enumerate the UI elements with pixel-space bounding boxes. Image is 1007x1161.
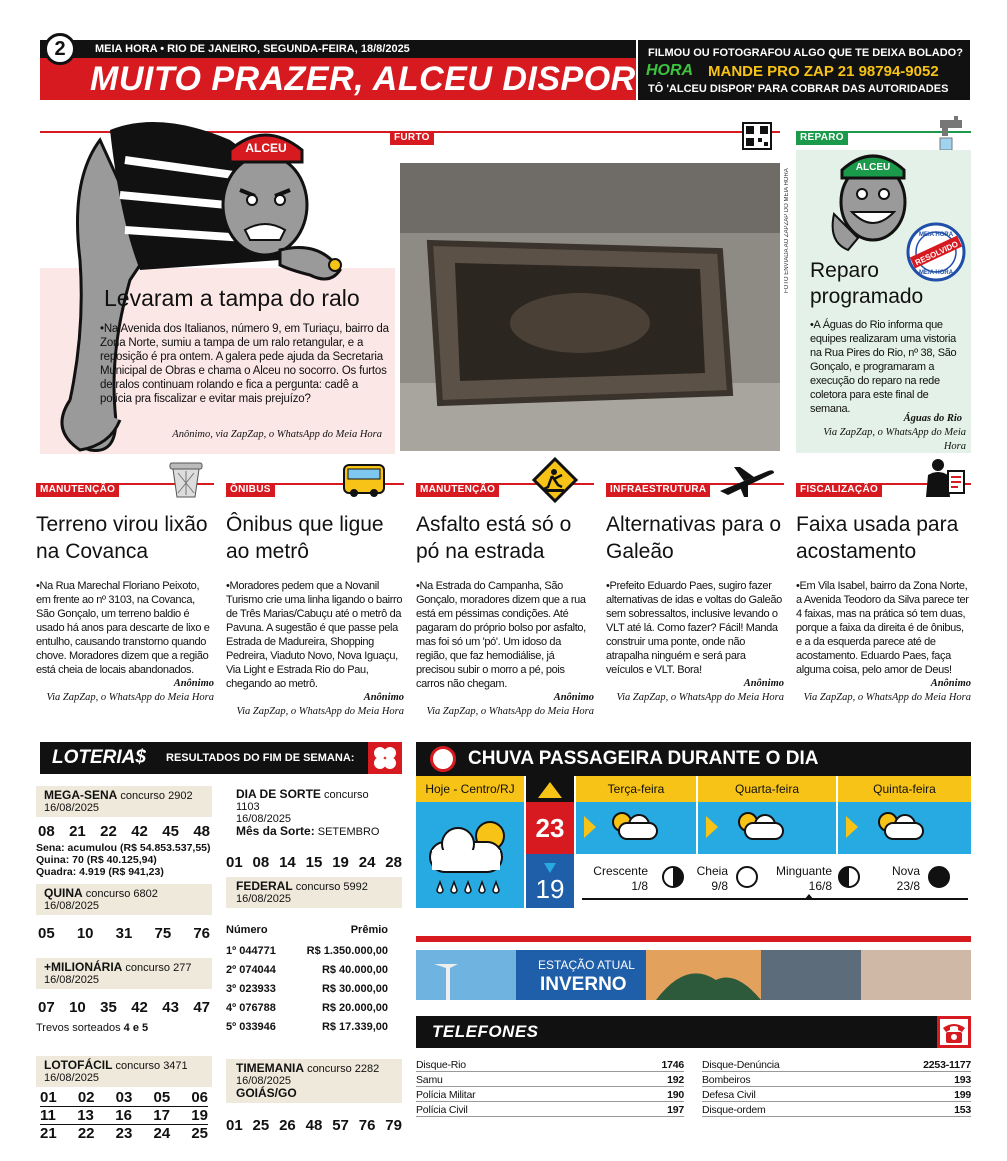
megasena-header	[36, 786, 212, 817]
rain-cloud-icon	[416, 802, 524, 908]
quina-number: 76	[193, 925, 210, 942]
column-5-sig-name: Anônimo	[930, 678, 971, 689]
milionaria-contest: concurso 277	[125, 962, 192, 974]
moon-crescent-icon	[662, 866, 684, 888]
day-2-forecast	[698, 802, 836, 854]
column-4-title: Alternativas para o Galeão	[606, 513, 782, 563]
column-4-sig-via: Via ZapZap, o WhatsApp do Meia Hora	[616, 692, 784, 703]
arrow-right-icon	[584, 816, 596, 838]
temp-max: 23	[526, 802, 574, 854]
column-3-title: Asfalto está só o pó na estrada	[416, 513, 572, 563]
reader-columns	[36, 483, 971, 723]
season-name: INVERNO	[540, 974, 627, 995]
arrow-right-icon	[846, 816, 858, 838]
loterias-right-column	[226, 786, 402, 1134]
day-1-label: Terça-feira	[576, 776, 696, 802]
helmet-text: ALCEU	[245, 141, 287, 155]
main-story-body: •Na Avenida dos Italianos, número 9, em Turiaçu, bairro da Zona Norte, sumiu a tampa de um ralo retangular, e a reposição é pra ontem. A galera pede ajuda da Secretaria Municipal de Obras e chama o Alceu no socorro. Os furtos de ralos continuam rolando e fica a pergunta: cadê a polícia pra fiscalizar e evitar mais prejuízo?	[100, 323, 389, 405]
phone-row: Disque-ordem 153	[702, 1104, 971, 1116]
zap-line-3: TÔ 'ALCEU DISPOR' PARA COBRAR DAS AUTORIDADES	[648, 83, 949, 95]
phone-row: Bombeiros 193	[702, 1074, 971, 1086]
diadesorte-mes: SETEMBRO	[317, 826, 380, 838]
quina-numbers	[36, 915, 212, 952]
moon-new-icon	[928, 866, 950, 888]
airplane-icon	[718, 465, 776, 499]
today-label: Hoje - Centro/RJ	[416, 776, 524, 802]
weather-panel	[416, 776, 971, 944]
photo-credit: FOTO ENVIADA AO ZAPZAP DO MEIA HORA	[784, 168, 790, 293]
federal-row: 5º 033946 R$ 17.339,00	[226, 1021, 388, 1033]
timemania-date: 16/08/2025	[236, 1075, 292, 1087]
milionaria-number: 35	[100, 999, 117, 1016]
partly-cloudy-icon	[738, 812, 788, 840]
telephone-icon	[937, 1016, 971, 1048]
phone-row: Disque-Rio 1746	[416, 1059, 684, 1071]
milionaria-header	[36, 958, 212, 989]
meia-hora-logo: HORA	[646, 62, 694, 79]
column-5-tag: FISCALIZAÇÃO	[796, 483, 882, 497]
milionaria-numbers	[36, 989, 212, 1022]
quina-name: QUINA	[44, 886, 83, 900]
drain-photo	[400, 163, 780, 451]
timemania-header	[226, 1059, 402, 1103]
milionaria-number: 10	[69, 999, 86, 1016]
temp-min: 19	[526, 854, 574, 908]
season-banner	[416, 950, 971, 1000]
column-2-sig-via: Via ZapZap, o WhatsApp do Meia Hora	[236, 706, 404, 717]
lotofacil-row: 01 02 03 05 06	[40, 1089, 208, 1106]
column-4-body: •Prefeito Eduardo Paes, sugiro fazer alternativas de idas e voltas do Galeão sem sobressaltos, inclusive levando o VLT até lá. Como fazer? Fácil! Manda construir uma ponte, onde não atrapalha ninguém e será para veículos e VLT. Bora!	[606, 580, 782, 676]
phone-row: Disque-Denúncia 2253-1177	[702, 1059, 971, 1071]
season-label: ESTAÇÃO ATUAL	[538, 958, 635, 972]
reparo-title: Reparo programado	[810, 259, 924, 308]
milionaria-name: +MILIONÁRIA	[44, 960, 123, 974]
weather-bottom-rule	[416, 936, 971, 942]
federal-header	[226, 877, 402, 908]
day-1-forecast	[576, 802, 696, 854]
moon-timeline	[582, 898, 968, 900]
column-2-body: •Moradores pedem que a Novanil Turismo crie uma linha ligando o bairro de Três Marias/Cabuçu até o metrô da Pavuna. A sugestão é que passe pela Estrada de Madureira, Shopping Pedreira, Viaduto Novo, Nova Iguaçu, Via Light e Estrada Rio do Pau, chegando ao metrô.	[226, 580, 403, 690]
zap-line-1: FILMOU OU FOTOGRAFOU ALGO QUE TE DEIXA BOLADO?	[648, 47, 963, 59]
stamp-resolvido-text: RESOLVIDO	[913, 239, 960, 268]
quina-date: 16/08/2025	[44, 900, 100, 912]
page-title-bar	[40, 58, 636, 100]
partly-cloudy-icon	[878, 812, 928, 840]
federal-date: 16/08/2025	[236, 893, 292, 905]
diadesorte-mes-label: Mês da Sorte:	[236, 824, 315, 838]
clover-icon	[368, 742, 402, 774]
today-forecast	[416, 802, 524, 908]
federal-row: 1º 044771 R$ 1.350.000,00	[226, 945, 388, 957]
column-1-sig-name: Anônimo	[173, 678, 214, 689]
stamp-top-text: MEIA HORA	[918, 232, 954, 238]
day-2-label: Quarta-feira	[698, 776, 836, 802]
megasena-quina: Quina: 70 (R$ 40.125,94)	[36, 854, 157, 866]
column-1-body: •Na Rua Marechal Floriano Peixoto, em frente ao nº 3103, na Covanca, São Gonçalo, um terreno baldio é usado há anos para descarte de lixo e entulho, causando transtorno quando chove. Moradores dizem que a região está cheia de locais abandonados.	[36, 580, 210, 676]
bus-icon	[342, 463, 386, 499]
temp-arrow-down	[544, 860, 556, 870]
moon-phase-nova: Nova 23/8	[891, 864, 920, 893]
qr-code-icon	[742, 122, 772, 150]
timemania-team: GOIÁS/GO	[236, 1086, 297, 1100]
phone-row: Defesa Civil 199	[702, 1089, 971, 1101]
column-3-tag: MANUTENÇÃO	[416, 483, 499, 497]
column-2-title: Ônibus que ligue ao metrô	[226, 513, 384, 563]
column-4-tag: INFRAESTRUTURA	[606, 483, 710, 497]
megasena-contest: concurso 2902	[120, 790, 193, 802]
diadesorte-contest: concurso 1103	[236, 789, 369, 813]
alceu-mascot-illustration	[40, 100, 370, 460]
quina-number: 10	[76, 925, 94, 942]
reparo-helmet-text: ALCEU	[855, 162, 891, 173]
megasena-number: 21	[69, 823, 86, 840]
megasena-number: 22	[100, 823, 117, 840]
quina-contest: concurso 6802	[85, 888, 158, 900]
megasena-number: 48	[193, 823, 210, 840]
column-1-tag: MANUTENÇÃO	[36, 483, 119, 497]
arrow-right-icon	[706, 816, 718, 838]
road-work-sign-icon	[532, 457, 578, 503]
federal-rows	[226, 942, 402, 1037]
trash-can-icon	[166, 459, 206, 499]
alceu-happy-mascot	[828, 142, 918, 254]
main-story-signature: Anônimo, via ZapZap, o WhatsApp do Meia Hora	[172, 429, 382, 440]
telefones-header	[416, 1016, 971, 1048]
dateline-separator: •	[160, 43, 168, 55]
reparo-signature-name: Águas do Rio	[903, 413, 962, 424]
column-1	[36, 483, 214, 705]
timemania-numbers: 01 25 26 48 57 76 79	[226, 1117, 402, 1134]
timemania-contest: concurso 2282	[307, 1063, 380, 1075]
milionaria-trevos: Trevos sorteados 4 e 5	[36, 1022, 149, 1034]
faucet-icon	[936, 116, 966, 150]
milionaria-number: 43	[162, 999, 179, 1016]
quina-number: 31	[115, 925, 133, 942]
zap-phone: MANDE PRO ZAP 21 98794-9052	[708, 63, 939, 80]
federal-row: 4º 076788 R$ 20.000,00	[226, 1002, 388, 1014]
diadesorte-date: 16/08/2025	[236, 813, 292, 825]
moon-full-icon	[736, 866, 758, 888]
weather-header	[416, 742, 971, 776]
dateline-bar	[40, 40, 636, 58]
milionaria-number: 42	[131, 999, 148, 1016]
dateline-text: RIO DE JANEIRO, SEGUNDA-FEIRA, 18/8/2025	[167, 43, 410, 55]
column-4	[606, 483, 784, 705]
federal-row: 3º 023933 R$ 30.000,00	[226, 983, 388, 995]
section-tag-furto: FURTO	[390, 131, 434, 145]
column-3-sig-name: Anônimo	[553, 692, 594, 703]
milionaria-number: 07	[38, 999, 55, 1016]
column-1-sig-via: Via ZapZap, o WhatsApp do Meia Hora	[46, 692, 214, 703]
diadesorte-numbers: 01 08 14 15 19 24 28	[226, 854, 402, 871]
federal-table-header: Número Prêmio	[226, 924, 388, 936]
column-5	[796, 483, 971, 705]
column-2-tag: ÔNIBUS	[226, 483, 275, 497]
megasena-number: 45	[162, 823, 179, 840]
column-3-body: •Na Estrada do Campanha, São Gonçalo, moradores dizem que a rua está em péssimas condições. Até pagaram do próprio bolso por asfalto, mas foi só um 'pó'. Um idoso da região, que faz hemodiálise, já precisou subir o morro a pé, pois carros não chegam.	[416, 580, 586, 690]
megasena-numbers	[36, 817, 212, 842]
phone-row: Polícia Militar 190	[416, 1089, 684, 1101]
day-3-forecast	[838, 802, 971, 854]
milionaria-number: 47	[193, 999, 210, 1016]
lotofacil-date: 16/08/2025	[44, 1072, 100, 1084]
dateline-brand: MEIA HORA	[95, 43, 158, 55]
stamp-bottom-text: MEIA HORA	[918, 270, 954, 276]
federal-contest: concurso 5992	[295, 881, 368, 893]
diadesorte-name: DIA DE SORTE	[236, 787, 321, 801]
lotofacil-contest: concurso 3471	[115, 1060, 188, 1072]
phone-row: Polícia Civil 197	[416, 1104, 684, 1116]
quina-header	[36, 884, 212, 915]
column-1-title: Terreno virou lixão na Covanca	[36, 513, 208, 563]
lotofacil-header	[36, 1056, 212, 1087]
loterias-left-column	[36, 786, 212, 1144]
moon-phase-minguante: Minguante 16/8	[775, 864, 832, 893]
section-tag-reparo: REPARO	[796, 131, 848, 145]
loterias-subtitle: RESULTADOS DO FIM DE SEMANA:	[166, 752, 355, 764]
column-4-sig-name: Anônimo	[743, 678, 784, 689]
lotofacil-row: 21 22 23 24 25	[40, 1125, 208, 1142]
reparo-body: •A Águas do Rio informa que equipes realizaram uma vistoria na Rua Pires do Rio, nº 38, São Gonçalo, e programaram a execução do reparo na rede coletora para este final de semana.	[810, 319, 957, 415]
megasena-name: MEGA-SENA	[44, 788, 118, 802]
moon-phases	[576, 854, 971, 908]
lotofacil-grid	[36, 1087, 212, 1144]
quina-number: 75	[154, 925, 172, 942]
federal-row: 2º 074044 R$ 40.000,00	[226, 964, 388, 976]
sun-icon	[430, 746, 456, 772]
column-5-title: Faixa usada para acostamento	[796, 513, 959, 563]
column-5-body: •Em Vila Isabel, bairro da Zona Norte, a Avenida Teodoro da Silva parece ter 4 faixas, mas na prática só tem duas, porque a faixa da direita é de ônibus, e a da esquerda parece até de acostamento. Eduardo Paes, faça alguma coisa, pelo amor de Deus!	[796, 580, 969, 676]
lotofacil-row: 11 13 16 17 19	[40, 1107, 208, 1124]
megasena-number: 42	[131, 823, 148, 840]
telefones-title: TELEFONES	[432, 1022, 539, 1041]
column-5-sig-via: Via ZapZap, o WhatsApp do Meia Hora	[803, 692, 971, 703]
weather-title: CHUVA PASSAGEIRA DURANTE O DIA	[468, 748, 819, 769]
zap-banner	[638, 40, 970, 100]
diadesorte-header	[226, 786, 402, 840]
phone-row: Samu 192	[416, 1074, 684, 1086]
column-3	[416, 483, 594, 719]
moon-phase-crescente: Crescente 1/8	[593, 864, 648, 893]
lotofacil-name: LOTOFÁCIL	[44, 1058, 113, 1072]
timemania-name: TIMEMANIA	[236, 1061, 304, 1075]
column-2-sig-name: Anônimo	[363, 692, 404, 703]
reparo-signature-via: Via ZapZap, o WhatsApp do Meia Hora	[823, 427, 966, 452]
moon-waning-icon	[838, 866, 860, 888]
megasena-date: 16/08/2025	[44, 802, 100, 814]
loterias-header	[40, 742, 402, 774]
megasena-sena: Sena: acumulou (R$ 54.853.537,55)	[36, 842, 211, 854]
column-2	[226, 483, 404, 719]
timeline-marker-icon	[804, 894, 814, 900]
megasena-quadra: Quadra: 4.919 (R$ 941,23)	[36, 866, 164, 878]
main-story-title: Levaram a tampa do ralo	[104, 285, 360, 311]
telefones-list	[416, 1058, 971, 1122]
day-3-label: Quinta-feira	[838, 776, 971, 802]
federal-name: FEDERAL	[236, 879, 293, 893]
moon-phase-cheia: Cheia 9/8	[696, 864, 728, 893]
temp-arrow-up	[526, 776, 574, 802]
milionaria-date: 16/08/2025	[44, 974, 100, 986]
quina-number: 05	[38, 925, 55, 942]
megasena-number: 08	[38, 823, 55, 840]
column-3-sig-via: Via ZapZap, o WhatsApp do Meia Hora	[426, 706, 594, 717]
partly-cloudy-icon	[612, 812, 662, 840]
inspector-icon	[922, 457, 968, 499]
loterias-title: LOTERIA$	[52, 747, 146, 768]
page-title: MUITO PRAZER, ALCEU DISPOR	[90, 60, 636, 98]
page-number: 2	[44, 33, 76, 65]
